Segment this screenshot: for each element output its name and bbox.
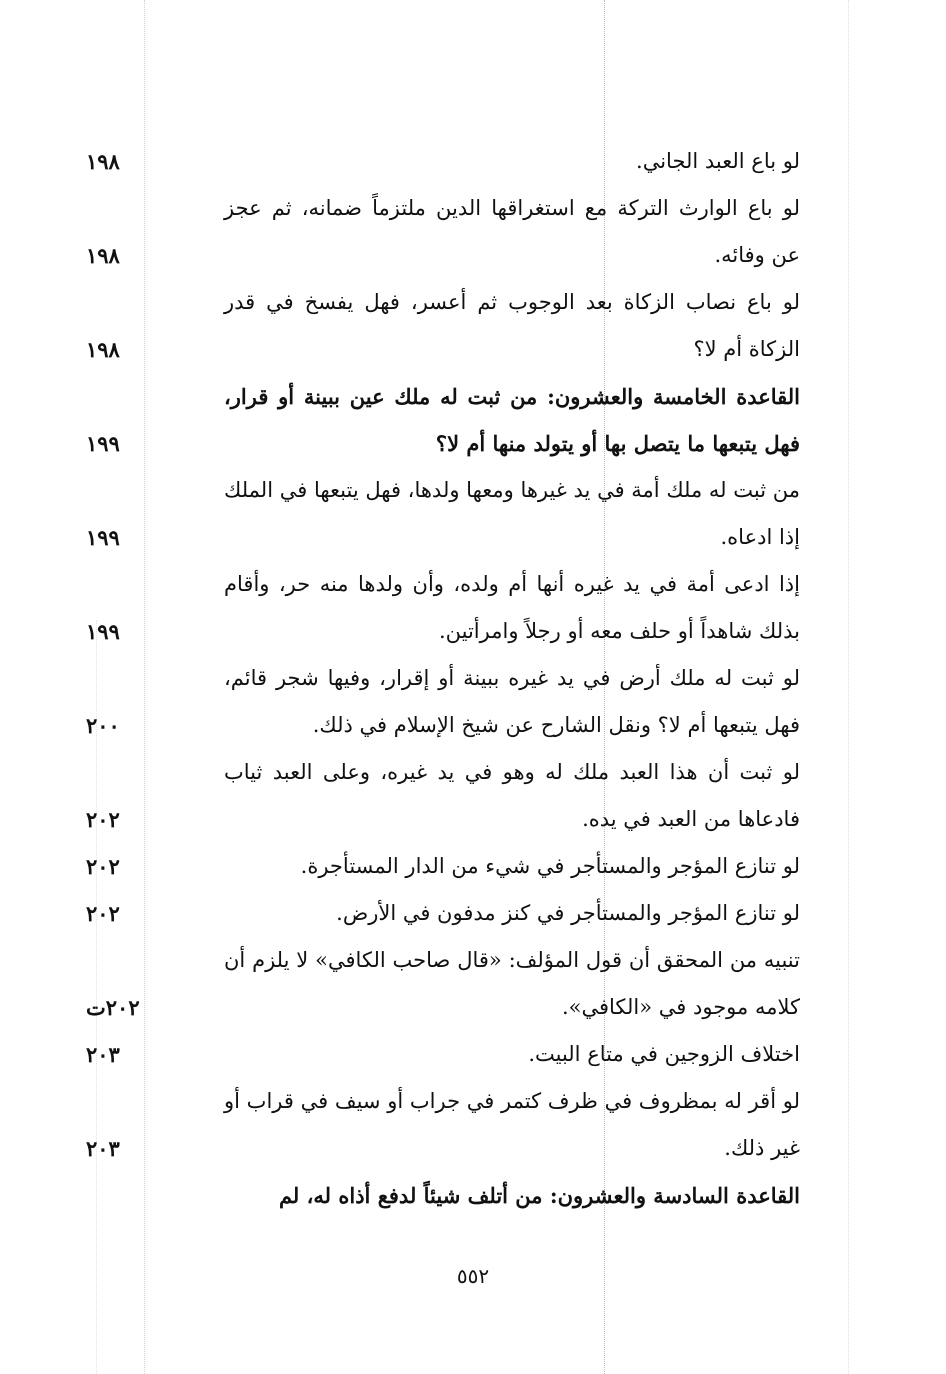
entry-page-ref: ٢٠٢ (86, 854, 120, 879)
entry-page-ref: ٢٠٢ (86, 901, 120, 926)
entry-page-ref: ٢٠٣ (86, 1042, 120, 1067)
entry-text: اختلاف الزوجين في متاع البيت. (528, 1042, 800, 1066)
entry-page-ref: ١٩٩ (86, 431, 120, 456)
entry-page-ref: ٢٠٠ (86, 713, 120, 738)
index-entry (86, 467, 800, 561)
entry-text: لو ثبت له ملك أرض في يد غيره ببينة أو إقرار، وفيها شجر قائم، فهل يتبعها أم لا؟ ونقل الشارح عن شيخ الإسلام في ذلك. (224, 666, 800, 737)
index-entry (86, 749, 800, 843)
entry-text: القاعدة السادسة والعشرون: من أتلف شيئاً لدفع أذاه له، لم (278, 1183, 800, 1208)
index-entry (86, 655, 800, 749)
index-entry (86, 937, 800, 1031)
index-entry (86, 138, 800, 185)
entry-text: لو باع العبد الجاني. (636, 149, 800, 173)
entry-text: إذا ادعى أمة في يد غيره أنها أم ولده، وأن ولدها منه حر، وأقام بذلك شاهداً أو حلف معه أو رجلاً وامرأتين. (224, 572, 800, 643)
index-entries (86, 138, 800, 1219)
entry-page-ref: ٢٠٢ (86, 807, 120, 832)
page-number: ٥٥٢ (456, 1264, 490, 1288)
entry-text: القاعدة الخامسة والعشرون: من ثبت له ملك عين ببينة أو قرار، فهل يتبعها ما يتصل بها أو يتولد منها أم لا؟ (224, 384, 800, 456)
index-entry (86, 1078, 800, 1172)
index-entry (86, 561, 800, 655)
entry-page-ref: ٢٠٣ (86, 1136, 120, 1161)
entry-text: لو أقر له بمظروف في ظرف كتمر في جراب أو سيف في قراب أو غير ذلك. (224, 1089, 800, 1160)
entry-page-ref: ١٩٨ (86, 337, 120, 362)
entry-text: لو ثبت أن هذا العبد ملك له وهو في يد غيره، وعلى العبد ثياب فادعاها من العبد في يده. (224, 760, 800, 831)
entry-page-ref: ٢٠٢ت (86, 995, 140, 1020)
entry-text: لو باع نصاب الزكاة بعد الوجوب ثم أعسر، فهل يفسخ في قدر الزكاة أم لا؟ (224, 290, 800, 361)
entry-page-ref: ١٩٨ (86, 149, 120, 174)
entry-page-ref: ١٩٨ (86, 243, 120, 268)
entry-text: تنبيه من المحقق أن قول المؤلف: «قال صاحب الكافي» لا يلزم أن كلامه موجود في «الكافي». (224, 948, 800, 1019)
margin-guide-line (848, 0, 849, 1374)
index-entry (86, 843, 800, 890)
entry-text: لو تنازع المؤجر والمستأجر في شيء من الدار المستأجرة. (300, 854, 800, 878)
entry-page-ref: ١٩٩ (86, 619, 120, 644)
index-entry (86, 1031, 800, 1078)
index-entry (86, 890, 800, 937)
entry-text: لو تنازع المؤجر والمستأجر في كنز مدفون في الأرض. (336, 901, 800, 925)
index-entry (86, 279, 800, 373)
index-entry (86, 185, 800, 279)
index-heading (86, 373, 800, 467)
entry-page-ref: ١٩٩ (86, 525, 120, 550)
entry-text: من ثبت له ملك أمة في يد غيرها ومعها ولدها، فهل يتبعها في الملك إذا ادعاه. (224, 478, 800, 549)
index-heading (86, 1172, 800, 1219)
entry-text: لو باع الوارث التركة مع استغراقها الدين ملتزماً ضمانه، ثم عجز عن وفائه. (224, 196, 800, 267)
